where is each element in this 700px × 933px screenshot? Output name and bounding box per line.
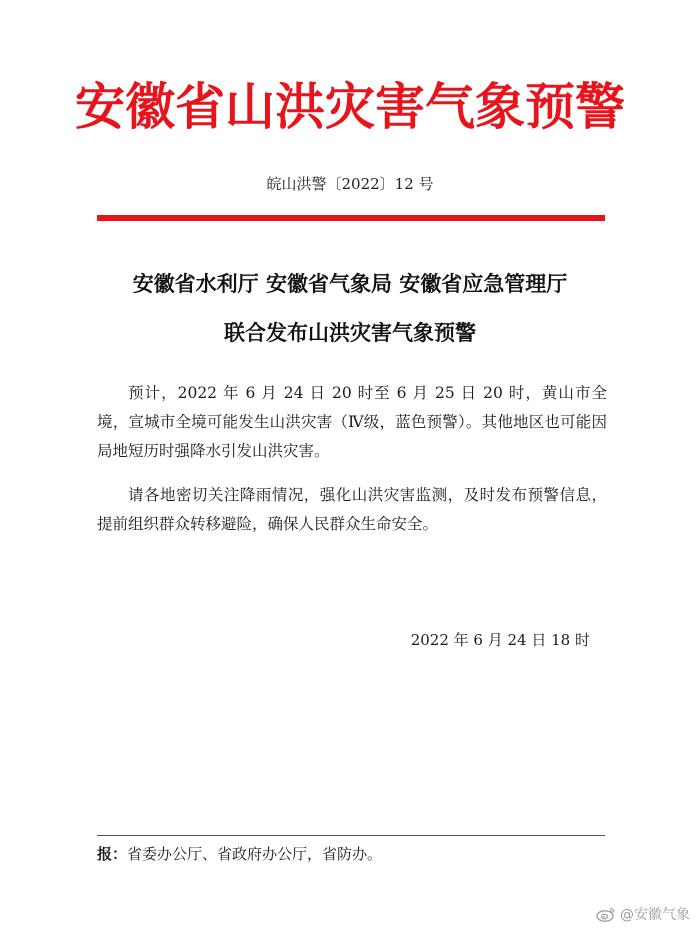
masthead-title: 安徽省山洪灾害气象预警: [75, 77, 625, 136]
forecast-paragraph: 预计，2022 年 6 月 24 日 20 时至 6 月 25 日 20 时，黄山市全境，宣城市全境可能发生山洪灾害（Ⅳ级，蓝色预警）。其他地区也可能因局地短历时强降水引发山洪灾害。: [97, 384, 607, 460]
document-number: 皖山洪警〔2022〕12 号: [266, 175, 434, 193]
watermark-text: @安徽气象: [620, 907, 690, 923]
footer-divider: [97, 835, 605, 836]
instruction-paragraph: 请各地密切关注降雨情况，强化山洪灾害监测，及时发布预警信息，提前组织群众转移避险，确保人民群众生命安全。: [97, 486, 607, 533]
red-divider: [97, 215, 605, 221]
cc-label: 报：: [97, 845, 128, 863]
cc-recipients: 省委办公厅、省政府办公厅，省防办。: [127, 845, 383, 863]
watermark: [596, 904, 690, 924]
weibo-icon: [596, 906, 616, 922]
issue-date: 2022 年 6 月 24 日 18 时: [410, 631, 590, 649]
issuing-agencies-heading: 安徽省水利厅 安徽省气象局 安徽省应急管理厅: [132, 272, 568, 296]
document-title: 联合发布山洪灾害气象预警: [224, 321, 476, 345]
cc-line: [97, 842, 382, 866]
